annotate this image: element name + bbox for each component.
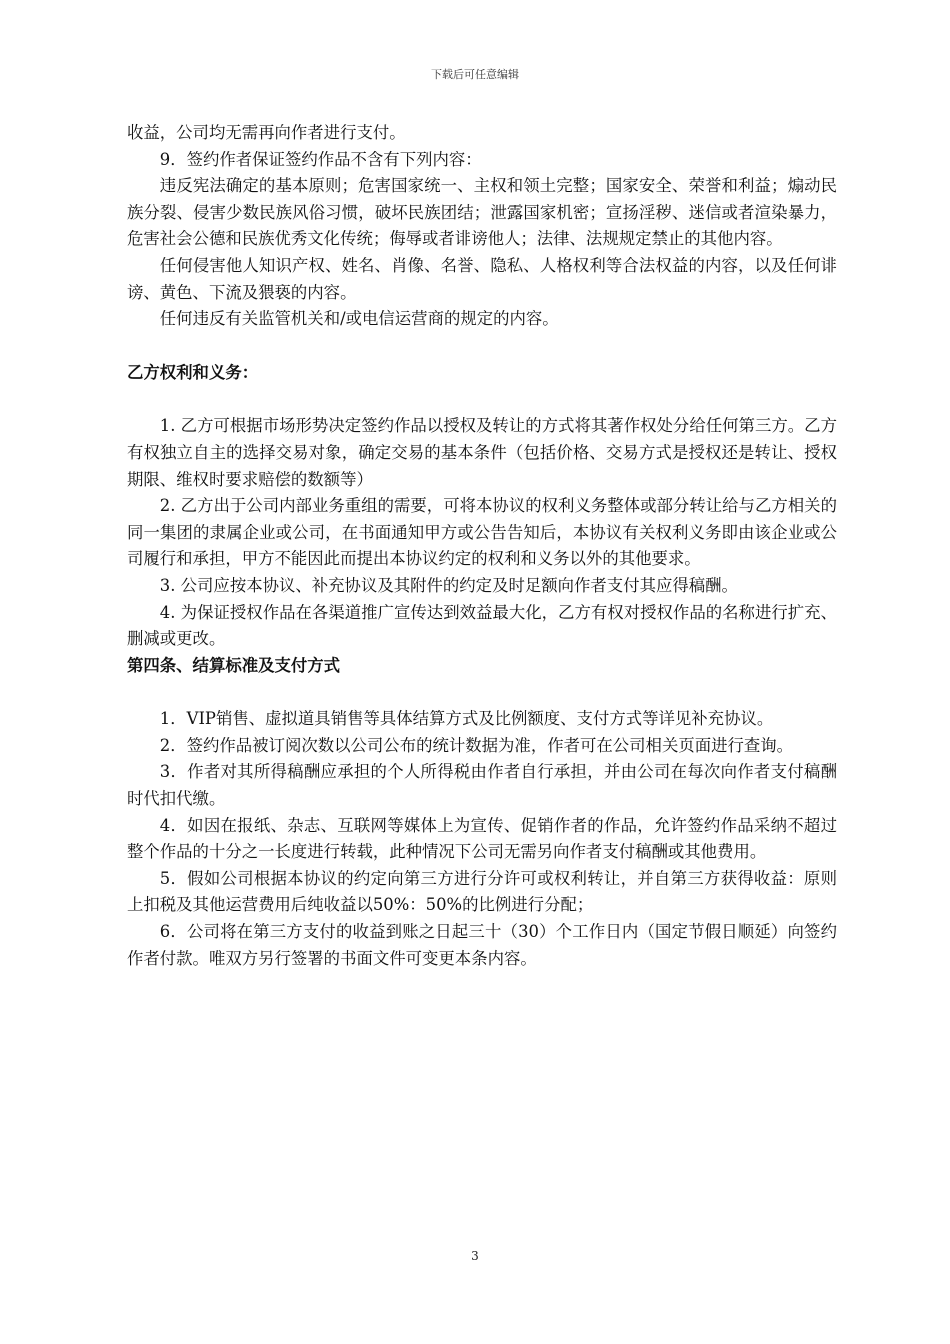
article-4-item-1: 1．VIP销售、虚拟道具销售等具体结算方式及比例额度、支付方式等详见补充协议。 <box>159 709 774 729</box>
party-b-item-2: 2. 乙方出于公司内部业务重组的需要，可将本协议的权利义务整体或部分转让给与乙方相关的同一集团的隶属企业或公司，在书面通知甲方或公告告知后，本协议有关权利义务即由该企业或公司履行和承担，甲方不能因此而提出本协议约定的权利和义务以外的其他要求。 <box>127 496 837 569</box>
article-4-item-2: 2．签约作品被订阅次数以公司公布的统计数据为准，作者可在公司相关页面进行查询。 <box>159 735 794 755</box>
party-b-item-1: 1. 乙方可根据市场形势决定签约作品以授权及转让的方式将其著作权处分给任何第三方。乙方有权独立自主的选择交易对象，确定交易的基本条件（包括价格、交易方式是授权还是转让、授权期限、维权时要求赔偿的数额等） <box>127 416 837 489</box>
article-4-item-5: 5．假如公司根据本协议的约定向第三方进行分许可或权利转让，并自第三方获得收益：原则上扣税及其他运营费用后纯收益以50%：50%的比例进行分配； <box>127 868 837 915</box>
paragraph-continuation: 收益，公司均无需再向作者进行支付。 <box>127 123 406 142</box>
prohibited-content-1: 违反宪法确定的基本原则；危害国家统一、主权和领土完整；国家安全、荣誉和利益；煽动民族分裂、侵害少数民族风俗习惯，破坏民族团结；泄露国家机密；宣扬淫秽、迷信或者渲染暴力，危害社会公德和民族优秀文化传统；侮辱或者诽谤他人；法律、法规规定禁止的其他内容。 <box>127 176 837 249</box>
article-4-heading: 第四条、结算标准及支付方式 <box>127 655 341 675</box>
section-heading-party-b: 乙方权利和义务： <box>127 362 259 382</box>
page-header: 下载后可任意编辑 <box>431 68 519 81</box>
article-4-item-3: 3．作者对其所得稿酬应承担的个人所得税由作者自行承担，并由公司在每次向作者支付稿酬时代扣代缴。 <box>127 762 837 809</box>
prohibited-content-2: 任何侵害他人知识产权、姓名、肖像、名誉、隐私、人格权利等合法权益的内容，以及任何诽谤、黄色、下流及猥亵的内容。 <box>127 255 837 302</box>
article-4-item-6: 6．公司将在第三方支付的收益到账之日起三十（30）个工作日内（国定节假日顺延）向签约作者付款。唯双方另行签署的书面文件可变更本条内容。 <box>127 922 837 968</box>
article-4-item-4: 4．如因在报纸、杂志、互联网等媒体上为宣传、促销作者的作品，允许签约作品采纳不超过整个作品的十分之一长度进行转载，此种情况下公司无需另向作者支付稿酬或其他费用。 <box>127 815 837 862</box>
document-body <box>127 120 837 972</box>
prohibited-content-3: 任何违反有关监管机关和/或电信运营商的规定的内容。 <box>159 309 559 329</box>
party-b-item-4: 4. 为保证授权作品在各渠道推广宣传达到效益最大化，乙方有权对授权作品的名称进行扩充、删减或更改。 <box>127 602 837 649</box>
party-b-item-3: 3. 公司应按本协议、补充协议及其附件的约定及时足额向作者支付其应得稿酬。 <box>159 575 738 595</box>
page-number: 3 <box>471 1249 479 1263</box>
clause-9: 9．签约作者保证签约作品不含有下列内容： <box>159 149 482 169</box>
